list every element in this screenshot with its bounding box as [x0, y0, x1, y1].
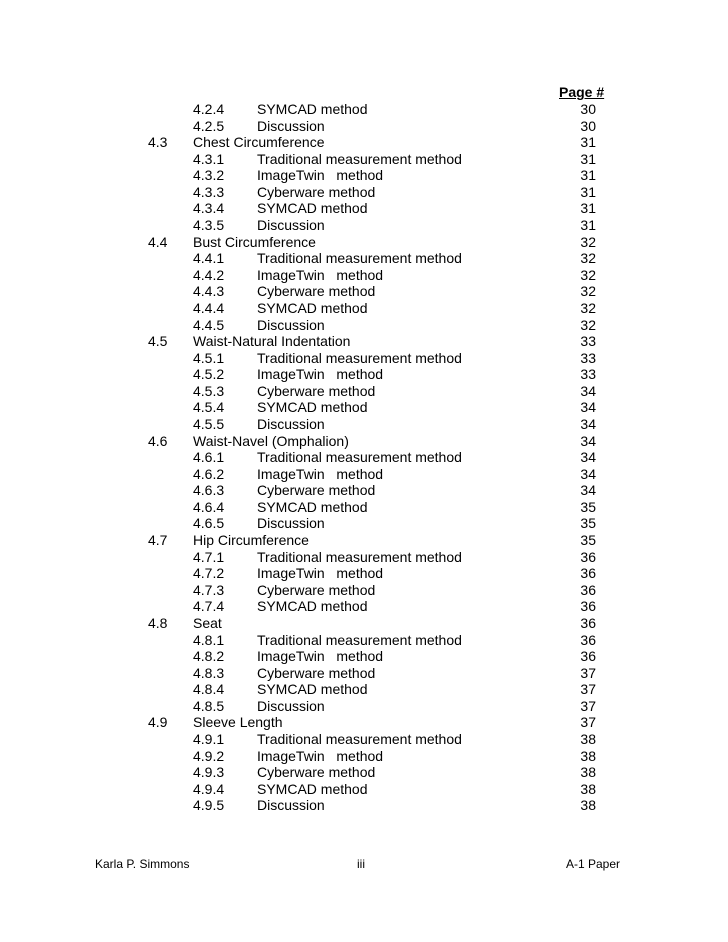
toc-section-row — [0, 433, 728, 450]
toc-entry-page: 36 — [580, 565, 596, 582]
footer-document-label: A-1 Paper — [566, 857, 621, 871]
toc-entry-number: 4.5.5 — [193, 415, 225, 432]
toc-subsection-row — [0, 665, 728, 682]
toc-entry-title: Cyberware method — [257, 482, 376, 499]
toc-subsection-row — [0, 632, 728, 649]
toc-entry-page: 36 — [580, 631, 596, 648]
toc-subsection-row — [0, 598, 728, 615]
toc-entry-title: Discussion — [257, 797, 325, 814]
toc-entry-title: SYMCAD method — [257, 498, 368, 515]
toc-entry-title: SYMCAD method — [257, 780, 368, 797]
toc-entry-number: 4.6.3 — [193, 482, 225, 499]
toc-entry-page: 38 — [580, 747, 596, 764]
toc-entry-number: 4.9.1 — [193, 730, 225, 747]
toc-entry-title: Discussion — [257, 217, 325, 234]
toc-entry-number: 4.4.3 — [193, 283, 225, 300]
toc-entry-page: 37 — [580, 714, 596, 731]
toc-entry-title: Hip Circumference — [193, 532, 309, 549]
toc-entry-number: 4.4 — [148, 233, 168, 250]
toc-entry-title: Seat — [193, 614, 222, 631]
toc-entry-page: 35 — [580, 515, 596, 532]
toc-subsection-row — [0, 565, 728, 582]
toc-entry-title: Chest Circumference — [193, 134, 325, 151]
toc-entry-title: Cyberware method — [257, 382, 376, 399]
toc-entry-number: 4.5.4 — [193, 399, 225, 416]
toc-entry-number: 4.6 — [148, 432, 168, 449]
toc-entry-page: 32 — [580, 316, 596, 333]
toc-entry-page: 38 — [580, 780, 596, 797]
toc-entry-number: 4.6.2 — [193, 465, 225, 482]
toc-entry-page: 34 — [580, 415, 596, 432]
toc-entry-number: 4.4.4 — [193, 299, 225, 316]
toc-entry-title: Waist-Navel (Omphalion) — [193, 432, 349, 449]
toc-entry-page: 34 — [580, 432, 596, 449]
toc-entry-number: 4.3.2 — [193, 167, 225, 184]
toc-entry-page: 33 — [580, 333, 596, 350]
toc-entry-number: 4.4.5 — [193, 316, 225, 333]
toc-entry-number: 4.5 — [148, 333, 168, 350]
toc-entry-number: 4.7 — [148, 532, 168, 549]
toc-entry-page: 36 — [580, 548, 596, 565]
toc-entry-page: 38 — [580, 797, 596, 814]
toc-entry-page: 38 — [580, 764, 596, 781]
toc-subsection-row — [0, 399, 728, 416]
toc-entry-page: 36 — [580, 598, 596, 615]
toc-entry-title: ImageTwin method — [257, 565, 384, 582]
toc-entry-title: Discussion — [257, 697, 325, 714]
toc-entry-page: 35 — [580, 532, 596, 549]
toc-subsection-row — [0, 366, 728, 383]
toc-subsection-row — [0, 267, 728, 284]
toc-entry-title: SYMCAD method — [257, 101, 368, 117]
toc-section-row — [0, 234, 728, 251]
toc-entry-title: ImageTwin method — [257, 465, 384, 482]
toc-entry-page: 37 — [580, 681, 596, 698]
toc-entry-number: 4.3.5 — [193, 217, 225, 234]
toc-subsection-row — [0, 101, 728, 118]
toc-entry-title: Traditional measurement method — [257, 548, 462, 565]
toc-subsection-row — [0, 764, 728, 781]
toc-entry-title: Discussion — [257, 515, 325, 532]
toc-subsection-row — [0, 515, 728, 532]
toc-subsection-row — [0, 781, 728, 798]
footer-page-number: iii — [357, 857, 365, 871]
toc-entry-number: 4.8.5 — [193, 697, 225, 714]
toc-entry-page: 36 — [580, 614, 596, 631]
toc-entry-number: 4.3 — [148, 134, 168, 151]
toc-entry-page: 31 — [580, 200, 596, 217]
toc-entry-page: 34 — [580, 465, 596, 482]
toc-entry-page: 33 — [580, 349, 596, 366]
toc-entry-title: Waist-Natural Indentation — [193, 333, 351, 350]
toc-entry-title: Traditional measurement method — [257, 631, 462, 648]
toc-section-row — [0, 134, 728, 151]
toc-section-row — [0, 333, 728, 350]
toc-entry-title: ImageTwin method — [257, 747, 384, 764]
toc-entry-page: 36 — [580, 581, 596, 598]
toc-entry-title: SYMCAD method — [257, 681, 368, 698]
toc-entry-page: 34 — [580, 449, 596, 466]
toc-entry-title: Traditional measurement method — [257, 150, 462, 167]
toc-entry-number: 4.3.4 — [193, 200, 225, 217]
table-of-contents — [0, 101, 728, 814]
toc-entry-page: 32 — [580, 299, 596, 316]
toc-subsection-row — [0, 482, 728, 499]
toc-entry-title: ImageTwin method — [257, 648, 384, 665]
toc-entry-number: 4.2.4 — [193, 101, 225, 117]
footer-author: Karla P. Simmons — [95, 857, 190, 871]
toc-subsection-row — [0, 184, 728, 201]
toc-entry-number: 4.8 — [148, 614, 168, 631]
toc-entry-page: 30 — [580, 101, 596, 117]
toc-entry-number: 4.4.1 — [193, 250, 225, 267]
toc-entry-number: 4.8.4 — [193, 681, 225, 698]
toc-subsection-row — [0, 151, 728, 168]
toc-subsection-row — [0, 317, 728, 334]
toc-subsection-row — [0, 118, 728, 135]
toc-entry-number: 4.8.2 — [193, 648, 225, 665]
toc-entry-number: 4.9 — [148, 714, 168, 731]
toc-entry-title: Cyberware method — [257, 283, 376, 300]
toc-subsection-row — [0, 748, 728, 765]
toc-entry-title: SYMCAD method — [257, 299, 368, 316]
toc-entry-number: 4.8.1 — [193, 631, 225, 648]
toc-entry-number: 4.6.4 — [193, 498, 225, 515]
toc-entry-title: Discussion — [257, 117, 325, 134]
toc-entry-number: 4.9.5 — [193, 797, 225, 814]
toc-entry-title: Discussion — [257, 415, 325, 432]
toc-subsection-row — [0, 698, 728, 715]
toc-entry-number: 4.6.1 — [193, 449, 225, 466]
toc-entry-title: ImageTwin method — [257, 366, 384, 383]
toc-section-row — [0, 714, 728, 731]
toc-entry-page: 37 — [580, 664, 596, 681]
toc-entry-title: Traditional measurement method — [257, 250, 462, 267]
toc-subsection-row — [0, 167, 728, 184]
toc-entry-title: Cyberware method — [257, 664, 376, 681]
toc-subsection-row — [0, 250, 728, 267]
toc-subsection-row — [0, 416, 728, 433]
toc-entry-page: 30 — [580, 117, 596, 134]
toc-entry-number: 4.3.3 — [193, 183, 225, 200]
toc-entry-number: 4.5.3 — [193, 382, 225, 399]
toc-entry-page: 37 — [580, 697, 596, 714]
toc-entry-page: 31 — [580, 167, 596, 184]
toc-entry-title: Cyberware method — [257, 581, 376, 598]
toc-section-row — [0, 615, 728, 632]
toc-entry-number: 4.7.2 — [193, 565, 225, 582]
toc-subsection-row — [0, 449, 728, 466]
toc-subsection-row — [0, 549, 728, 566]
toc-subsection-row — [0, 350, 728, 367]
toc-entry-page: 31 — [580, 217, 596, 234]
toc-entry-page: 32 — [580, 233, 596, 250]
toc-entry-title: Sleeve Length — [193, 714, 283, 731]
toc-entry-page: 33 — [580, 366, 596, 383]
toc-entry-number: 4.5.2 — [193, 366, 225, 383]
toc-entry-page: 31 — [580, 134, 596, 151]
toc-entry-number: 4.8.3 — [193, 664, 225, 681]
toc-entry-title: Traditional measurement method — [257, 730, 462, 747]
toc-entry-page: 31 — [580, 150, 596, 167]
toc-entry-title: SYMCAD method — [257, 598, 368, 615]
toc-entry-title: Discussion — [257, 316, 325, 333]
toc-subsection-row — [0, 499, 728, 516]
toc-subsection-row — [0, 797, 728, 814]
toc-entry-title: SYMCAD method — [257, 200, 368, 217]
toc-entry-title: Cyberware method — [257, 764, 376, 781]
toc-entry-number: 4.7.3 — [193, 581, 225, 598]
toc-entry-number: 4.9.3 — [193, 764, 225, 781]
toc-entry-number: 4.7.4 — [193, 598, 225, 615]
toc-subsection-row — [0, 731, 728, 748]
toc-entry-title: ImageTwin method — [257, 167, 384, 184]
toc-entry-number: 4.4.2 — [193, 266, 225, 283]
toc-entry-number: 4.6.5 — [193, 515, 225, 532]
toc-subsection-row — [0, 466, 728, 483]
toc-entry-page: 34 — [580, 399, 596, 416]
toc-entry-page: 34 — [580, 382, 596, 399]
toc-entry-title: Cyberware method — [257, 183, 376, 200]
toc-subsection-row — [0, 582, 728, 599]
toc-subsection-row — [0, 300, 728, 317]
toc-entry-title: Bust Circumference — [193, 233, 316, 250]
toc-entry-page: 32 — [580, 250, 596, 267]
toc-entry-page: 31 — [580, 183, 596, 200]
toc-entry-number: 4.5.1 — [193, 349, 225, 366]
toc-entry-title: Traditional measurement method — [257, 349, 462, 366]
toc-entry-title: Traditional measurement method — [257, 449, 462, 466]
toc-entry-page: 32 — [580, 266, 596, 283]
toc-entry-number: 4.9.4 — [193, 780, 225, 797]
toc-entry-number: 4.3.1 — [193, 150, 225, 167]
toc-entry-page: 32 — [580, 283, 596, 300]
toc-entry-number: 4.9.2 — [193, 747, 225, 764]
toc-subsection-row — [0, 648, 728, 665]
toc-entry-number: 4.7.1 — [193, 548, 225, 565]
toc-subsection-row — [0, 283, 728, 300]
toc-subsection-row — [0, 217, 728, 234]
toc-entry-number: 4.2.5 — [193, 117, 225, 134]
toc-entry-title: SYMCAD method — [257, 399, 368, 416]
toc-subsection-row — [0, 200, 728, 217]
page-number-header: Page # — [559, 84, 605, 100]
toc-section-row — [0, 532, 728, 549]
toc-entry-page: 36 — [580, 648, 596, 665]
toc-entry-page: 38 — [580, 730, 596, 747]
toc-entry-title: ImageTwin method — [257, 266, 384, 283]
toc-subsection-row — [0, 383, 728, 400]
toc-subsection-row — [0, 681, 728, 698]
toc-entry-page: 34 — [580, 482, 596, 499]
toc-entry-page: 35 — [580, 498, 596, 515]
